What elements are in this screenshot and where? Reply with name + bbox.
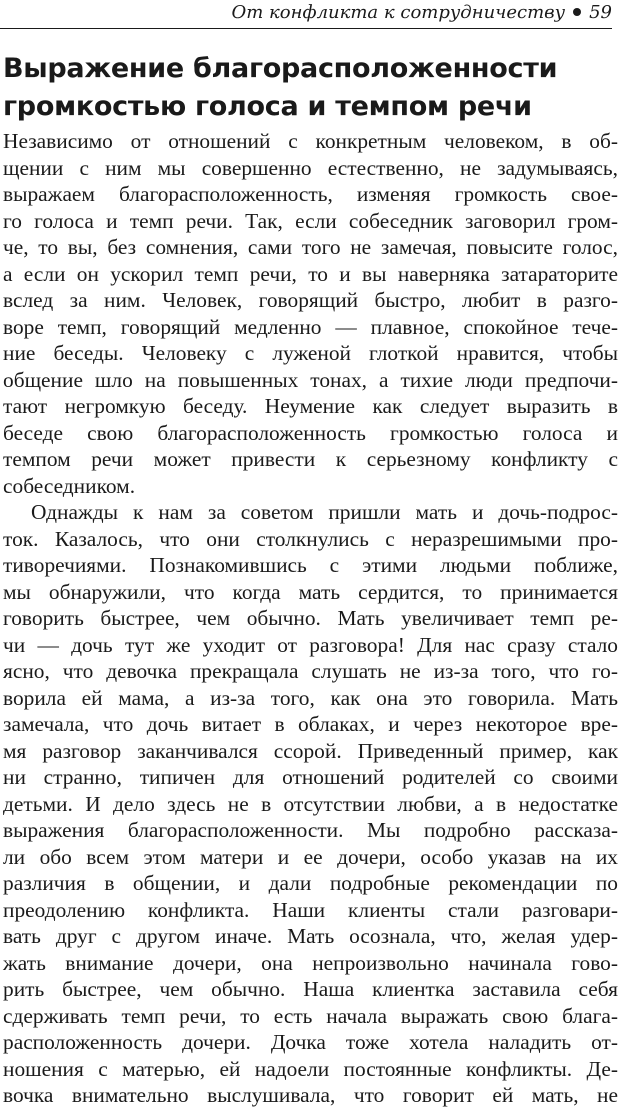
text-line: рить быстрее, чем обычно. Наша клиентка заставила себя [3, 977, 618, 1001]
text-line: замечала, что дочь витает в облаках, и через некоторое вре- [3, 712, 618, 736]
text-line: тают негромкую беседу. Неумение как следует выразить в [3, 394, 618, 418]
text-line: сдерживать темп речи, то есть начала выражать свою блага- [3, 1003, 618, 1028]
text-line: вслед за ним. Человек, говорящий быстро, любит в разго- [3, 288, 618, 312]
text-line: че, то вы, без сомнения, сами того не замечая, повысите голос, [3, 235, 618, 259]
text-line: расположенность дочери. Дочка тоже хотела наладить от- [3, 1030, 618, 1054]
text-line: мы обнаружили, что когда мать сердится, то принимается [3, 579, 618, 604]
text-line: мя разговор заканчивался ссорой. Приведенный пример, как [3, 738, 618, 763]
text-line: беседе свою благорасположенность громкостью голоса и [3, 420, 618, 445]
text-line: Однажды к нам за советом пришли мать и дочь-подрос- [31, 500, 618, 524]
text-line: тиворечиями. Познакомившись с этими людьми поближе, [3, 553, 618, 577]
page-number: 59 [589, 2, 612, 23]
paragraph [3, 499, 618, 1109]
text-line: го голоса и темп речи. Так, если собеседник заговорил гром- [3, 208, 618, 233]
text-line: ток. Казалось, что они столкнулись с неразрешимыми про- [3, 526, 618, 551]
running-head-title: От конфликта к сотрудничеству [231, 2, 566, 23]
body-text [3, 128, 618, 1109]
text-line: выражения благорасположенности. Мы подробно рассказа- [3, 818, 618, 842]
text-line: вать друг с другом иначе. Мать осознала, что, желая удер- [3, 924, 618, 948]
text-line: общение шло на повышенных тонах, а тихие люди предпочи- [3, 367, 618, 392]
text-line: Независимо от отношений с конкретным человеком, в об- [3, 129, 618, 153]
section-title-line-1: Выражение благорасположенности [3, 53, 558, 84]
text-line: ворила ей мама, а из-за того, как она это говорила. Мать [3, 685, 618, 710]
text-line: а если он ускорил темп речи, то и вы наверняка затараторите [3, 261, 618, 286]
text-line: собеседником. [3, 473, 136, 498]
text-line: различия в общении, и дали подробные рекомендации по [3, 871, 618, 895]
text-line: ние беседы. Человеку с луженой глоткой нравится, чтобы [3, 341, 618, 365]
text-line: ношения с матерью, ей надоели постоянные конфликты. Де- [3, 1056, 618, 1081]
text-line: выражаем благорасположенность, изменяя громкость свое- [3, 182, 618, 206]
text-line: ни странно, типичен для отношений родителей со своими [3, 765, 618, 789]
text-line: говорить быстрее, чем обычно. Мать увеличивает темп ре- [3, 606, 618, 630]
text-line: ли обо всем этом матери и ее дочери, особо указав на их [3, 844, 618, 869]
text-line: щении с ним мы совершенно естественно, не задумываясь, [3, 155, 618, 180]
paragraph [3, 128, 618, 499]
text-line: детьми. И дело здесь не в отсутствии любви, а в недостатке [3, 791, 618, 816]
text-line: ясно, что девочка прекращала слушать не из-за того, что го- [3, 659, 618, 683]
text-line: вочка внимательно выслушивала, что говорит ей мать, не [3, 1083, 618, 1107]
text-line: чи — дочь тут же уходит от разговора! Для нас сразу стало [3, 632, 618, 657]
text-line: темпом речи может привести к серьезному конфликту с [3, 447, 618, 471]
section-title-line-2: громкостью голоса и темпом речи [3, 91, 532, 122]
text-line: преодолению конфликта. Наши клиенты стали разговари- [3, 897, 618, 922]
bullet-icon [573, 8, 581, 16]
running-head [0, 0, 612, 29]
text-line: воре темп, говорящий медленно — плавное, спокойное тече- [3, 314, 618, 339]
text-line: жать внимание дочери, она непроизвольно начинала гово- [3, 950, 618, 975]
section-title [3, 50, 603, 126]
